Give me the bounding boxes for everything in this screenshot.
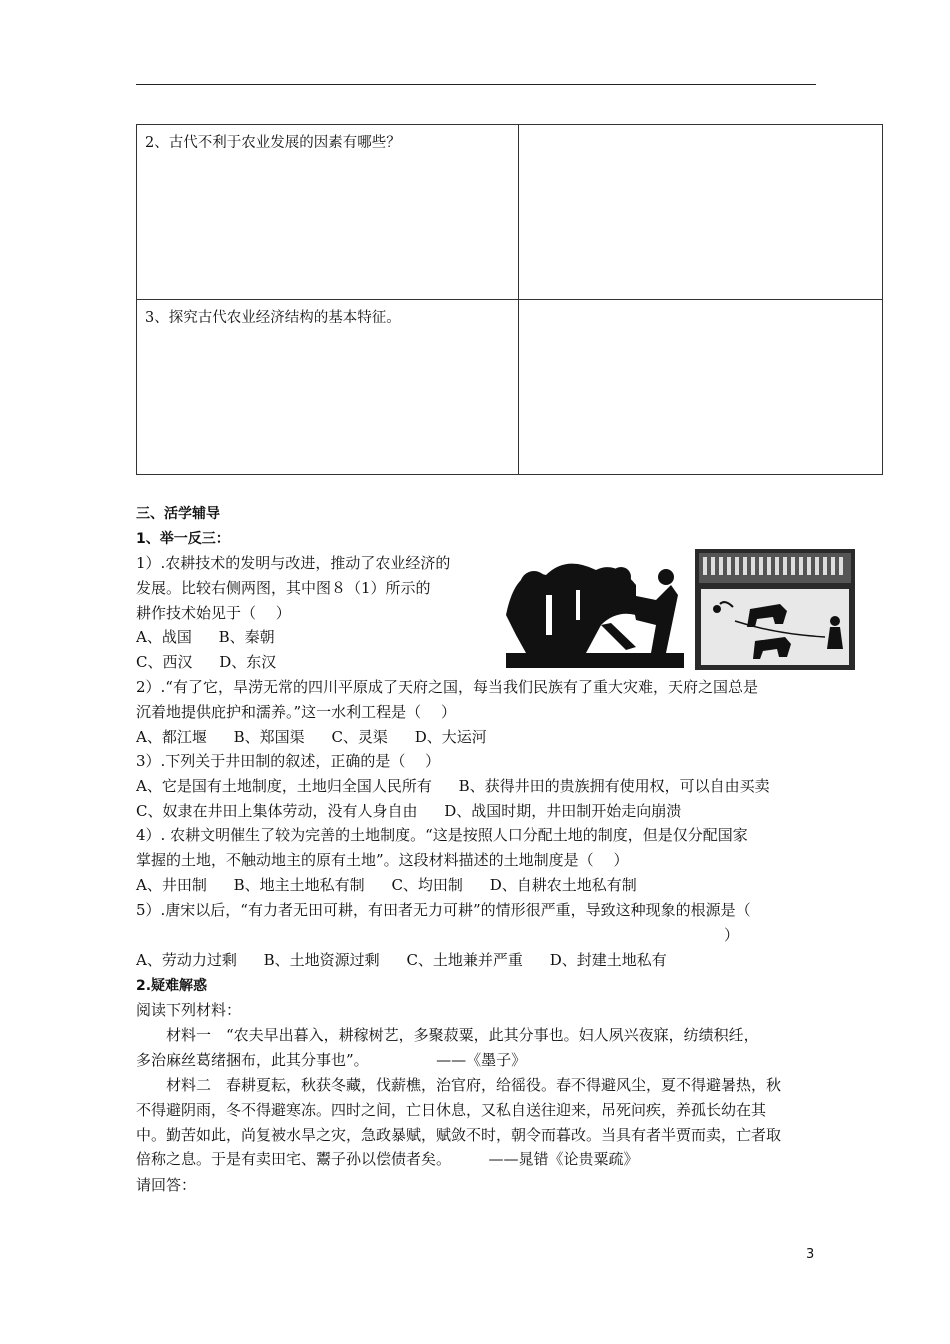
option[interactable]: B、郑国渠 [233,727,305,746]
page-number: 3 [806,1247,815,1262]
question-4-line: 4）. 农耕文明催生了较为完善的土地制度。“这是按照人口分配土地的制度，但是仅分配国家 [136,826,748,844]
table-row [137,125,883,300]
material-2-line: 倍称之息。于是有卖田宅、鬻子孙以偿债者矣。 ——晁错《论贵粟疏》 [136,1150,639,1169]
question-2-line: 2）.“有了它，旱涝无常的四川平原成了天府之国，每当我们民族有了重大灾难，天府之国总是 [136,678,758,696]
plowing-figure-2 [695,549,855,670]
question-3-line: 3）.下列关于井田制的叙述，正确的是（ ） [136,752,441,770]
question-1 [136,551,496,675]
subsection-title-2: 2.疑难解惑 [136,978,208,994]
question-1-line: 1）.农耕技术的发明与改进，推动了农业经济的 [136,554,451,572]
option[interactable]: B、地主土地私有制 [233,875,365,894]
option[interactable]: D、东汉 [219,653,277,672]
option[interactable]: A、都江堰 [136,727,207,746]
answer-cell[interactable] [519,300,883,475]
option[interactable]: B、获得井田的贵族拥有使用权，可以自由买卖 [458,776,770,795]
option[interactable]: C、灵渠 [331,727,388,746]
option[interactable]: D、大运河 [414,727,487,746]
option[interactable]: D、封建土地私有 [549,950,667,969]
option[interactable]: C、均田制 [391,875,463,894]
material-2-line: 材料二 春耕夏耘，秋获冬藏，伐薪樵，治官府，给徭役。春不得避风尘，夏不得避暑热，秋 [166,1076,782,1094]
option[interactable]: B、土地资源过剩 [263,950,380,969]
question-4 [136,823,826,897]
material-2-line: 不得避阴雨，冬不得避寒冻。四时之间，亡日休息，又私自送往迎来，吊死问疾，养孤长幼在其 [136,1100,767,1119]
option[interactable]: A、劳动力过剩 [136,950,237,969]
question-3 [136,749,826,823]
question-1-line: 耕作技术始见于（ ） [136,603,291,622]
material-1-line: 材料一 “农夫早出暮入，耕稼树艺，多聚菽粟，此其分事也。妇人夙兴夜寐，纺绩积纴， [166,1026,759,1044]
table-row [137,300,883,475]
plowing-figure-1 [506,555,684,668]
option[interactable]: C、奴隶在井田上集体劳动，没有人身自由 [136,801,418,820]
answer-prompt: 请回答： [136,1176,197,1194]
header-rule [136,84,816,85]
question-5-line: 5）.唐宋以后，“有力者无田可耕，有田者无力可耕”的情形很严重，导致这种现象的根源是（ [136,901,751,919]
section-title: 三、活学辅导 [136,506,220,522]
option[interactable]: B、秦朝 [218,628,275,647]
material-1 [136,1023,826,1073]
option[interactable]: A、它是国有土地制度，土地归全国人民所有 [136,776,432,795]
option[interactable]: C、西汉 [136,653,193,672]
option[interactable]: C、土地兼并严重 [406,950,523,969]
option[interactable]: A、战国 [136,628,192,647]
question-cell: 2、古代不利于农业发展的因素有哪些？ [137,125,519,300]
question-2-line: 沉着地提供庇护和濡养。”这一水利工程是（ ） [136,702,456,721]
option[interactable]: D、自耕农土地私有制 [489,875,637,894]
question-2 [136,675,826,749]
answer-cell[interactable] [519,125,883,300]
reading-intro: 阅读下列材料： [136,1001,242,1019]
question-5-line: ） [724,925,740,944]
question-cell: 3、探究古代农业经济结构的基本特征。 [137,300,519,475]
option[interactable]: D、战国时期，井田制开始走向崩溃 [444,801,682,820]
question-5 [136,898,826,972]
material-1-line: 多治麻丝葛绪捆布，此其分事也”。 ——《墨子》 [136,1050,527,1069]
option[interactable]: A、井田制 [136,875,207,894]
question-table [136,124,883,475]
material-2 [136,1073,826,1172]
question-4-line: 掌握的土地，不触动地主的原有土地”。这段材料描述的土地制度是（ ） [136,850,629,869]
subsection-title-1: 1、举一反三： [136,531,230,547]
material-2-line: 中。勤苦如此，尚复被水旱之灾，急政暴赋，赋敛不时，朝令而暮改。当具有者半贾而卖，亡者取 [136,1125,782,1144]
question-1-line: 发展。比较右侧两图，其中图８（1）所示的 [136,578,431,597]
